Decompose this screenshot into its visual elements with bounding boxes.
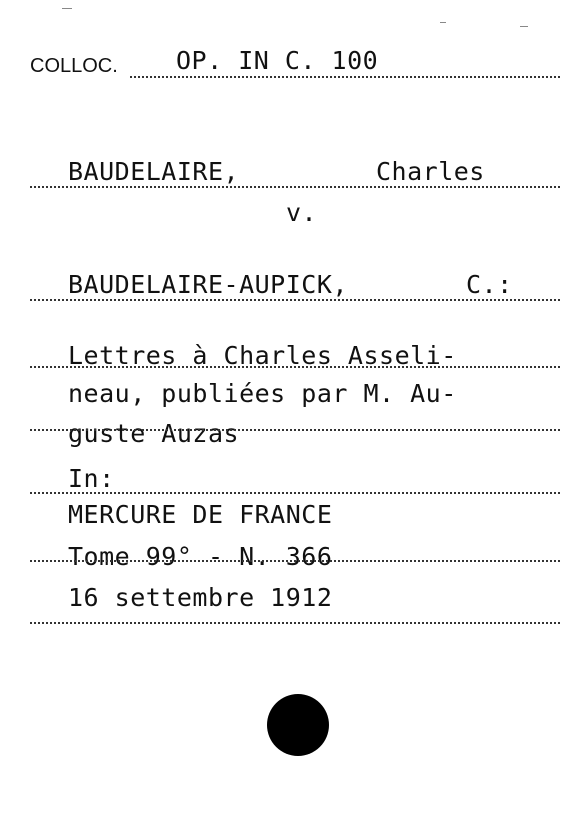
speck bbox=[520, 26, 528, 27]
publication-date: 16 settembre 1912 bbox=[68, 583, 333, 612]
colloc-value: OP. IN C. 100 bbox=[176, 46, 379, 75]
speck bbox=[440, 22, 446, 23]
in-label: In: bbox=[68, 464, 115, 493]
issue-rule bbox=[30, 560, 560, 562]
author-surname: BAUDELAIRE, bbox=[68, 157, 240, 186]
in-rule bbox=[30, 492, 560, 494]
title-line-1: Lettres à Charles Asseli- bbox=[68, 341, 457, 370]
title-rule-2 bbox=[30, 429, 560, 431]
colloc-label: COLLOC. bbox=[30, 55, 118, 77]
title-line-3: guste Auzas bbox=[68, 419, 240, 448]
colloc-rule bbox=[130, 76, 560, 78]
issue-info: Tome 99° - N. 366 bbox=[68, 542, 333, 571]
coauthor-surname: BAUDELAIRE-AUPICK, bbox=[68, 270, 348, 299]
title-rule-1 bbox=[30, 366, 560, 368]
author-given-name: Charles bbox=[376, 157, 485, 186]
speck bbox=[62, 8, 72, 9]
versus-mark: v. bbox=[286, 198, 318, 227]
date-rule bbox=[30, 622, 560, 624]
journal-title: MERCURE DE FRANCE bbox=[68, 500, 333, 529]
punch-hole bbox=[267, 694, 329, 756]
author-rule bbox=[30, 186, 560, 188]
coauthor-initial: C.: bbox=[466, 270, 513, 299]
title-line-2: neau, publiées par M. Au- bbox=[68, 379, 457, 408]
coauthor-rule bbox=[30, 299, 560, 301]
